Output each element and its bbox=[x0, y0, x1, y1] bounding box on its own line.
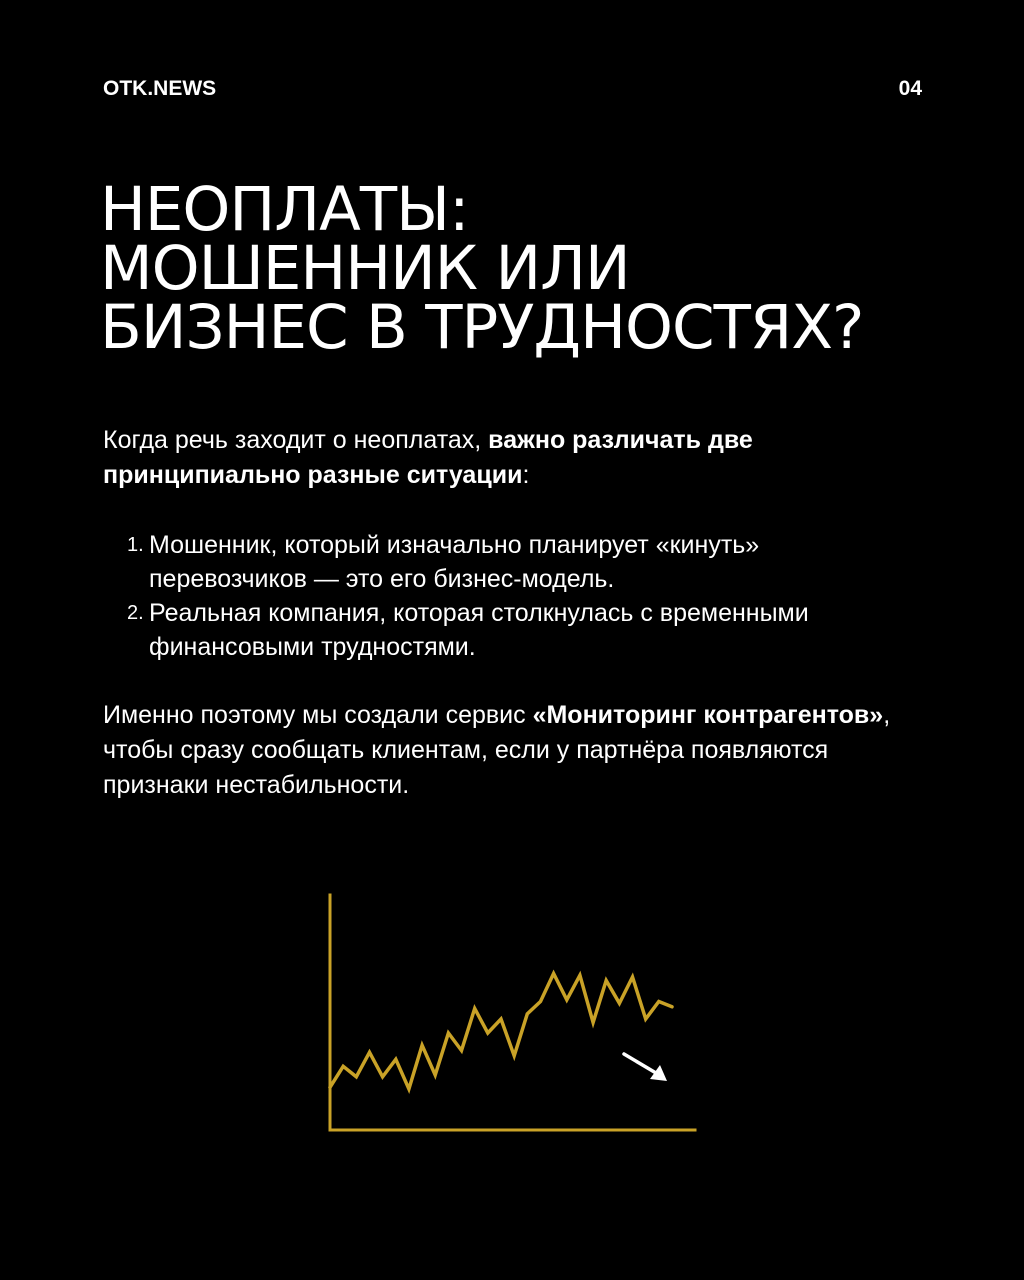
list-item bbox=[103, 596, 923, 664]
trend-arrow-head-icon bbox=[650, 1065, 667, 1081]
situations-list bbox=[103, 528, 923, 664]
series-line bbox=[330, 974, 672, 1090]
title-line-1: НЕОПЛАТЫ: bbox=[100, 174, 469, 245]
outro-text: Именно поэтому мы создали сервис bbox=[103, 701, 533, 729]
page-title bbox=[100, 174, 980, 363]
list-item-text: Реальная компания, которая столкнулась с временными финансовыми трудностями. bbox=[149, 599, 809, 661]
outro-paragraph bbox=[103, 698, 903, 803]
outro-text-end: , чтобы сразу сообщать клиентам, если у партнёра появляются признаки нестабильности. bbox=[103, 701, 891, 799]
list-item-number: 2. bbox=[127, 602, 144, 624]
brand-logo-text: OTK.NEWS bbox=[103, 77, 217, 100]
title-line-2: МОШЕННИК ИЛИ bbox=[100, 233, 630, 304]
page-number: 04 bbox=[898, 77, 922, 100]
list-item-number: 1. bbox=[127, 534, 144, 556]
intro-paragraph bbox=[103, 423, 903, 493]
list-item-text: Мошенник, который изначально планирует «кинуть» перевозчиков — это его бизнес-модель. bbox=[149, 531, 760, 593]
intro-emphasis: важно различать две принципиально разные ситуации bbox=[103, 426, 753, 489]
intro-text-end: : bbox=[522, 461, 530, 489]
trend-arrow-shaft bbox=[624, 1054, 656, 1073]
title-line-3: БИЗНЕС В ТРУДНОСТЯХ? bbox=[100, 292, 864, 363]
intro-text: Когда речь заходит о неоплатах, bbox=[103, 426, 489, 454]
list-item bbox=[103, 528, 923, 596]
outro-emphasis: «Мониторинг контрагентов» bbox=[532, 701, 884, 729]
